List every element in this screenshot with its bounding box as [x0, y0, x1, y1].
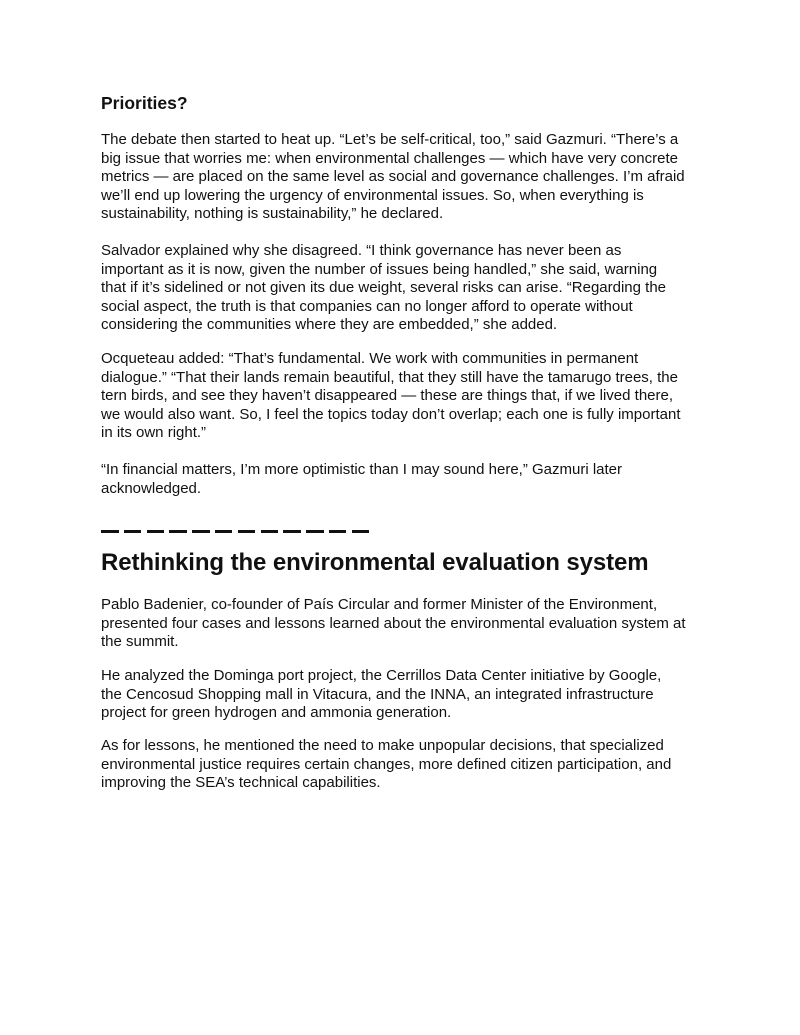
- section-divider-dashes: [101, 530, 369, 533]
- section-heading-priorities: Priorities?: [101, 93, 188, 113]
- paragraph-salvador: Salvador explained why she disagreed. “I think governance has never been as important as it is now, given the number of issues being handled,” she said, warning that if it’s sidelined or not given its due weight, several risks can arise. “Regarding the social aspect, the truth is that companies can no longer afford to operate without considering the communities where they are embedded,” she added.: [101, 242, 667, 334]
- section-heading-rethinking: Rethinking the environmental evaluation system: [101, 549, 649, 576]
- paragraph-ocqueteau: Ocqueteau added: “That’s fundamental. We work with communities in permanent dialogue.” “That their lands remain beautiful, that they still have the tamarugo trees, the tern birds, and see they haven’t disappeared — these are things that, if we lived there, we would also want. So, I feel the topics today don’t overlap; each one is fully important in its own right.”: [101, 350, 681, 442]
- paragraph-gazmuri-debate: The debate then started to heat up. “Let’s be self-critical, too,” said Gazmuri. “There’s a big issue that worries me: when environmental challenges — which have very concrete metrics — are placed on the same level as social and governance challenges. I’m afraid we’ll end up lowering the urgency of environmental issues. So, when everything is sustainability, nothing is sustainability,” he declared.: [101, 131, 685, 223]
- paragraph-gazmuri-financial: “In financial matters, I’m more optimistic than I may sound here,” Gazmuri later acknowledged.: [101, 461, 623, 497]
- paragraph-lessons: As for lessons, he mentioned the need to make unpopular decisions, that specialized environmental justice requires certain changes, more defined citizen participation, and improving the SEA’s technical capabilities.: [101, 737, 672, 792]
- paragraph-projects: He analyzed the Dominga port project, the Cerrillos Data Center initiative by Google, the Cencosud Shopping mall in Vitacura, and the INNA, an integrated infrastructure project for green hydrogen and ammonia generation.: [101, 667, 662, 722]
- paragraph-badenier: Pablo Badenier, co-founder of País Circular and former Minister of the Environment, presented four cases and lessons learned about the environmental evaluation system at the summit.: [101, 596, 686, 651]
